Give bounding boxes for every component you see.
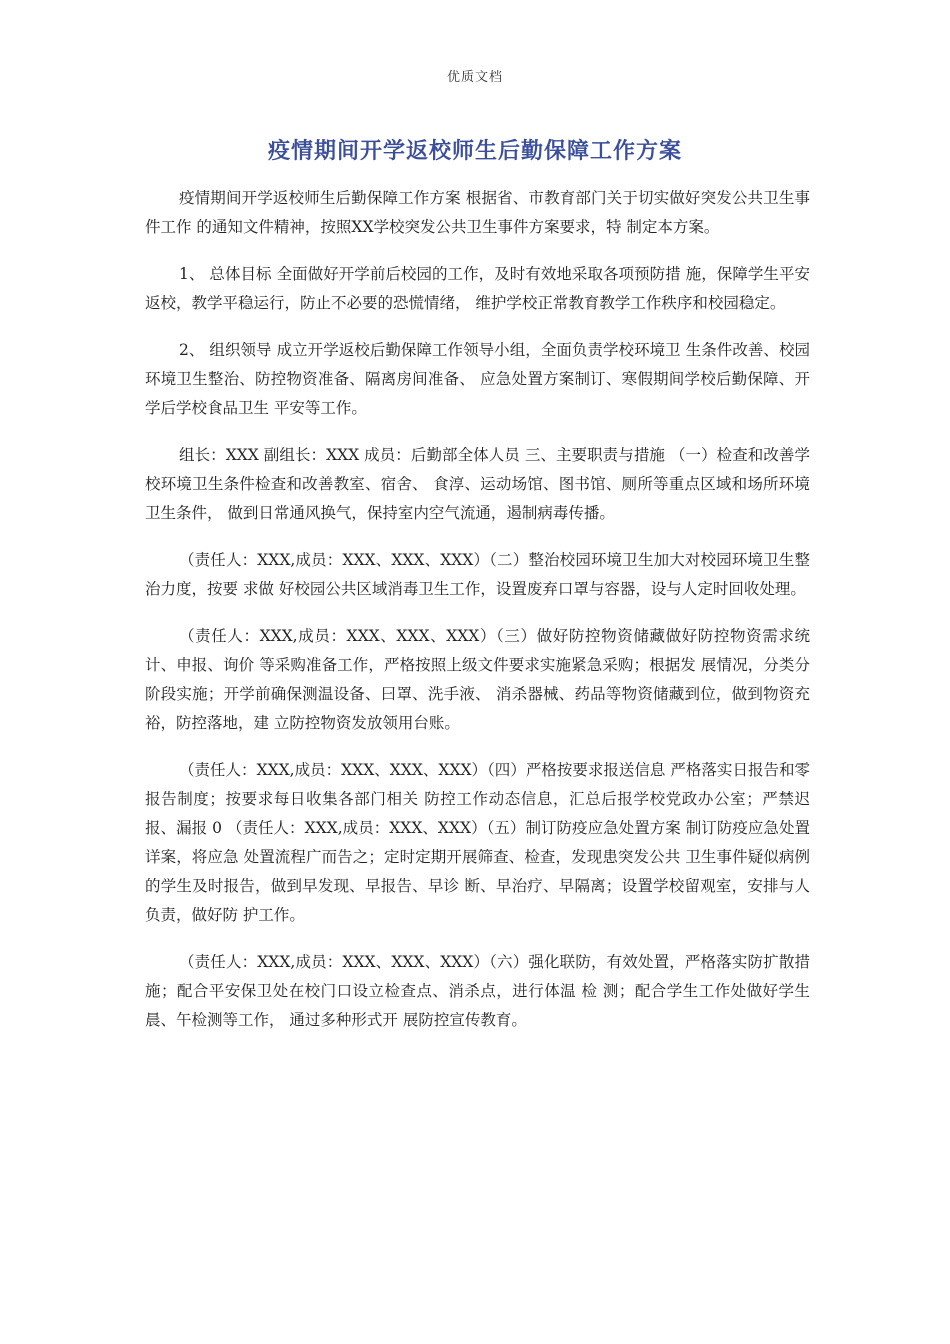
paragraph-campus-sanitation: （责任人：XXX,成员：XXX、XXX、XXX）（二）整治校园环境卫生加大对校园环境卫生整治力度，按要 求做 好校园公共区域消毒卫生工作，设置废弃口罩与容器，设与人定时回收处理。	[145, 551, 810, 598]
paragraph-supplies: （责任人：XXX,成员：XXX、XXX、XXX）（三）做好防控物资储藏做好防控物资需求统计、申报、询价 等采购准备工作，严格按照上级文件要求实施紧急采购；根据发 展情况，分类分阶段实施；开学前确保测温设备、曰罩、洗手液、 消杀器械、药品等物资储藏到位，做到物资充裕，防控落地，建 立防控物资发放领用台账。	[145, 627, 810, 732]
document-body	[145, 184, 810, 1053]
paragraph-overall-goal: 1、 总体目标 全面做好开学前后校园的工作，及时有效地采取各项预防措 施，保障学生平安返校，教学平稳运行，防止不必要的恐慌情绪， 维护学校正常教育教学工作秩序和校园稳定。	[145, 265, 810, 312]
paragraph-organization: 2、 组织领导 成立开学返校后勤保障工作领导小组，全面负责学校环境卫 生条件改善、校园环境卫生整治、防控物资准备、隔离房间准备、 应急处置方案制订、寒假期间学校后勤保障、开学后学校食品卫生 平安等工作。	[145, 341, 810, 417]
paragraph-reporting-and-emergency: （责任人：XXX,成员：XXX、XXX、XXX）（四）严格按要求报送信息 严格落实日报告和零报告制度；按要求每日收集各部门相关 防控工作动态信息，汇总后报学校党政办公室；严禁迟报、漏报 0 （责任人：XXX,成员：XXX、XXX）（五）制订防疫应急处置方案 制订防疫应急处置详案，将应急 处置流程广而告之；定时定期开展筛查、检查，发现患突发公共 卫生事件疑似病例的学生及时报告，做到早发现、早报告、早诊 断、早治疗、早隔离；设置学校留观室，安排与人负责，做好防 护工作。	[145, 761, 810, 924]
document-title: 疫情期间开学返校师生后勤保障工作方案	[267, 139, 682, 164]
page-header: 优质文档	[446, 70, 503, 85]
paragraph-intro: 疫情期间开学返校师生后勤保障工作方案 根据省、市教育部门关于切实做好突发公共卫生事件工作 的通知文件精神，按照XX学校突发公共卫生事件方案要求，特 制定本方案。	[145, 189, 810, 236]
paragraph-team-and-measures: 组长：XXX 副组长：XXX 成员：后勤部全体人员 三、主要职责与措施 （一）检查和改善学校环境卫生条件检查和改善教室、宿舍、 食淳、运动场馆、图书馆、厕所等重点区域和场所环境卫生条件， 做到日常通风换气，保持室内空气流通，遏制病毒传播。	[145, 446, 810, 522]
paragraph-joint-prevention: （责任人：XXX,成员：XXX、XXX、XXX）（六）强化联防，有效处置，严格落实防扩散措施；配合平安保卫处在校门口设立检查点、消杀点，进行体温 检 测；配合学生工作处做好学生晨、午检测等工作， 通过多种形式开 展防控宣传教育。	[145, 953, 810, 1029]
